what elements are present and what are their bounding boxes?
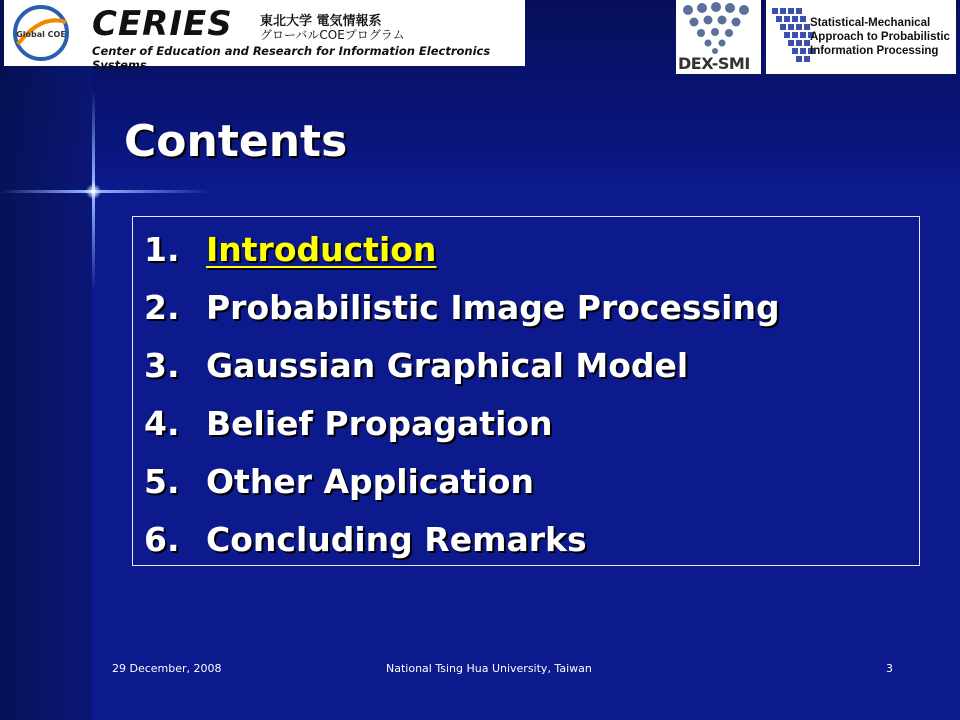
contents-item (144, 456, 780, 514)
brand-subtitle: Center of Education and Research for Information Electronics Systems (92, 44, 491, 72)
item-number: 2. (144, 288, 180, 327)
item-number: 4. (144, 404, 180, 443)
brand-title: CERIES (92, 4, 233, 44)
dex-smi-dots-icon (676, 0, 761, 56)
item-label: Other Application (206, 462, 534, 501)
footer-institution: National Tsing Hua University, Taiwan (386, 662, 592, 675)
ceries-banner (4, 0, 525, 72)
item-label: Probabilistic Image Processing (206, 288, 780, 327)
global-coe-logo (8, 4, 74, 62)
smapip-logo (766, 0, 956, 74)
item-label: Belief Propagation (206, 404, 553, 443)
sparkle-star-icon (86, 184, 101, 199)
dex-smi-label: DEX-SMI (678, 54, 750, 73)
contents-list (144, 224, 780, 572)
brand-japanese-line1: 東北大学 電気情報系 (260, 14, 382, 29)
item-number: 3. (144, 346, 180, 385)
brand-japanese-line2: グローバルCOEプログラム (260, 28, 405, 42)
sparkle-horizontal-line (0, 190, 210, 193)
contents-item-introduction[interactable] (144, 224, 780, 282)
smapip-line2: Approach to Probabilistic (810, 31, 950, 43)
smapip-line1: Statistical-Mechanical (810, 17, 931, 29)
item-number: 6. (144, 520, 180, 559)
svg-text:Global COE: Global COE (16, 30, 66, 39)
item-label: Gaussian Graphical Model (206, 346, 689, 385)
introduction-link[interactable]: Introduction (206, 230, 437, 269)
left-band (0, 0, 92, 720)
contents-item (144, 398, 780, 456)
dex-smi-logo (676, 0, 761, 74)
contents-item (144, 514, 780, 572)
item-number: 1. (144, 230, 180, 269)
contents-item (144, 282, 780, 340)
contents-item (144, 340, 780, 398)
smapip-line3: Information Processing (810, 45, 939, 57)
slide-title: Contents (124, 116, 348, 167)
item-label: Concluding Remarks (206, 520, 587, 559)
item-number: 5. (144, 462, 180, 501)
footer-page-number: 3 (886, 662, 893, 675)
smapip-text (810, 16, 950, 58)
footer-date: 29 December, 2008 (112, 662, 222, 675)
